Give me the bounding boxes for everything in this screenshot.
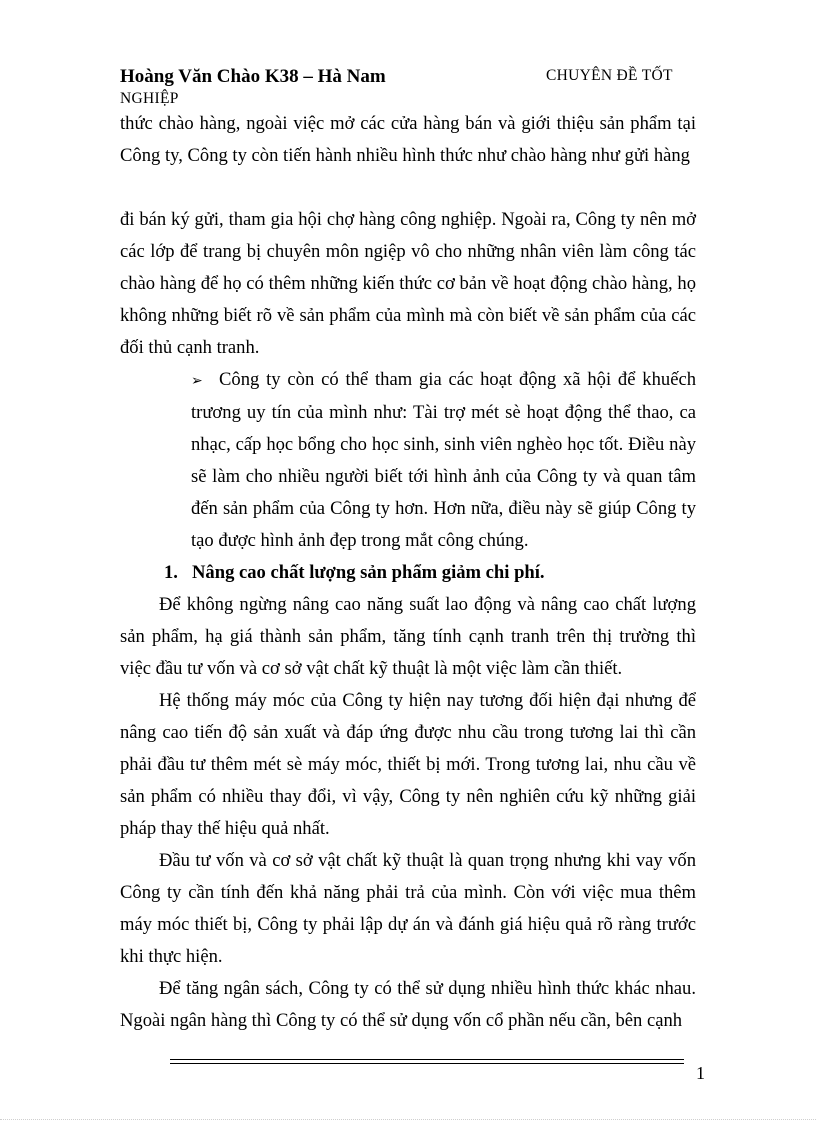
document-body bbox=[120, 108, 696, 1037]
footer-rule bbox=[170, 1063, 684, 1064]
paragraph-capital: Đầu tư vốn và cơ sở vật chất kỹ thuật là quan trọng nhưng khi vay vốn Công ty cần tính đến khả năng phải trả của mình. Còn với việc mua thêm máy móc thiết bị, Công ty phải lập dự án và đánh giá hiệu quả rõ ràng trước khi thực hiện. bbox=[120, 850, 696, 967]
header-author: Hoàng Văn Chào K38 – Hà Nam bbox=[120, 66, 386, 87]
section-number: 1. bbox=[164, 562, 178, 583]
paragraph-machinery: Hệ thống máy móc của Công ty hiện nay tương đối hiện đại nhưng để nâng cao tiến độ sản xuất và đáp ứng được nhu cầu trong tương lai thì cần phải đầu tư thêm mét sè máy móc, thiết bị mới. Trong tương lai, nhu cầu về sản phẩm có nhiều thay đổi, vì vậy, Công ty nên nghiên cứu kỹ những giải pháp thay thế hiệu quả nhất. bbox=[120, 690, 696, 839]
header-title-continuation: NGHIỆP bbox=[120, 90, 179, 107]
page-number: 1 bbox=[696, 1063, 705, 1083]
paragraph-sales-training: đi bán ký gửi, tham gia hội chợ hàng công nghiệp. Ngoài ra, Công ty nên mở các lớp để trang bị chuyên môn ngiệp vô cho những nhân viên làm công tác chào hàng để họ có thêm những kiến thức cơ bản về hoạt động chào hàng, họ không những biết rõ về sản phẩm của mình mà còn biết về sản phẩm của các đối thủ cạnh tranh. bbox=[120, 209, 696, 358]
bullet-item-text: Công ty còn có thể tham gia các hoạt động xã hội để khuếch trương uy tín của mình như: Tài trợ mét sè hoạt động thể thao, ca nhạc, cấp học bổng cho học sinh, sinh viên nghèo học tốt. Điều này sẽ làm cho nhiều người biết tới hình ảnh của Công ty và quan tâm đến sản phẩm của Công ty hơn. Hơn nữa, điều này sẽ giúp Công ty tạo được hình ảnh đẹp trong mắt công chúng. bbox=[191, 369, 696, 551]
paragraph-budget: Để tăng ngân sách, Công ty có thể sử dụng nhiều hình thức khác nhau. Ngoài ngân hàng thì Công ty có thể sử dụng vốn cổ phần nếu cần, bên cạnh bbox=[120, 978, 696, 1031]
footer-rule bbox=[170, 1059, 684, 1060]
page-bottom-edge bbox=[0, 1119, 816, 1120]
section-heading-text: Nâng cao chất lượng sản phẩm giảm chi phí. bbox=[192, 562, 545, 583]
paragraph-continuation: thức chào hàng, ngoài việc mở các cửa hàng bán và giới thiệu sản phẩm tại Công ty, Công ty còn tiến hành nhiều hình thức như chào hàng như gửi hàng bbox=[120, 113, 696, 166]
arrow-bullet-icon: ➢ bbox=[191, 373, 203, 389]
header-title: CHUYÊN ĐỀ TỐT bbox=[546, 67, 673, 84]
blank-line bbox=[120, 172, 696, 204]
paragraph-investment: Để không ngừng nâng cao năng suất lao động và nâng cao chất lượng sản phẩm, hạ giá thành sản phẩm, tăng tính cạnh tranh trên thị trường thì việc đầu tư vốn và cơ sở vật chất kỹ thuật là một việc làm cần thiết. bbox=[120, 594, 696, 679]
bullet-item bbox=[120, 364, 696, 557]
section-heading bbox=[120, 557, 696, 589]
